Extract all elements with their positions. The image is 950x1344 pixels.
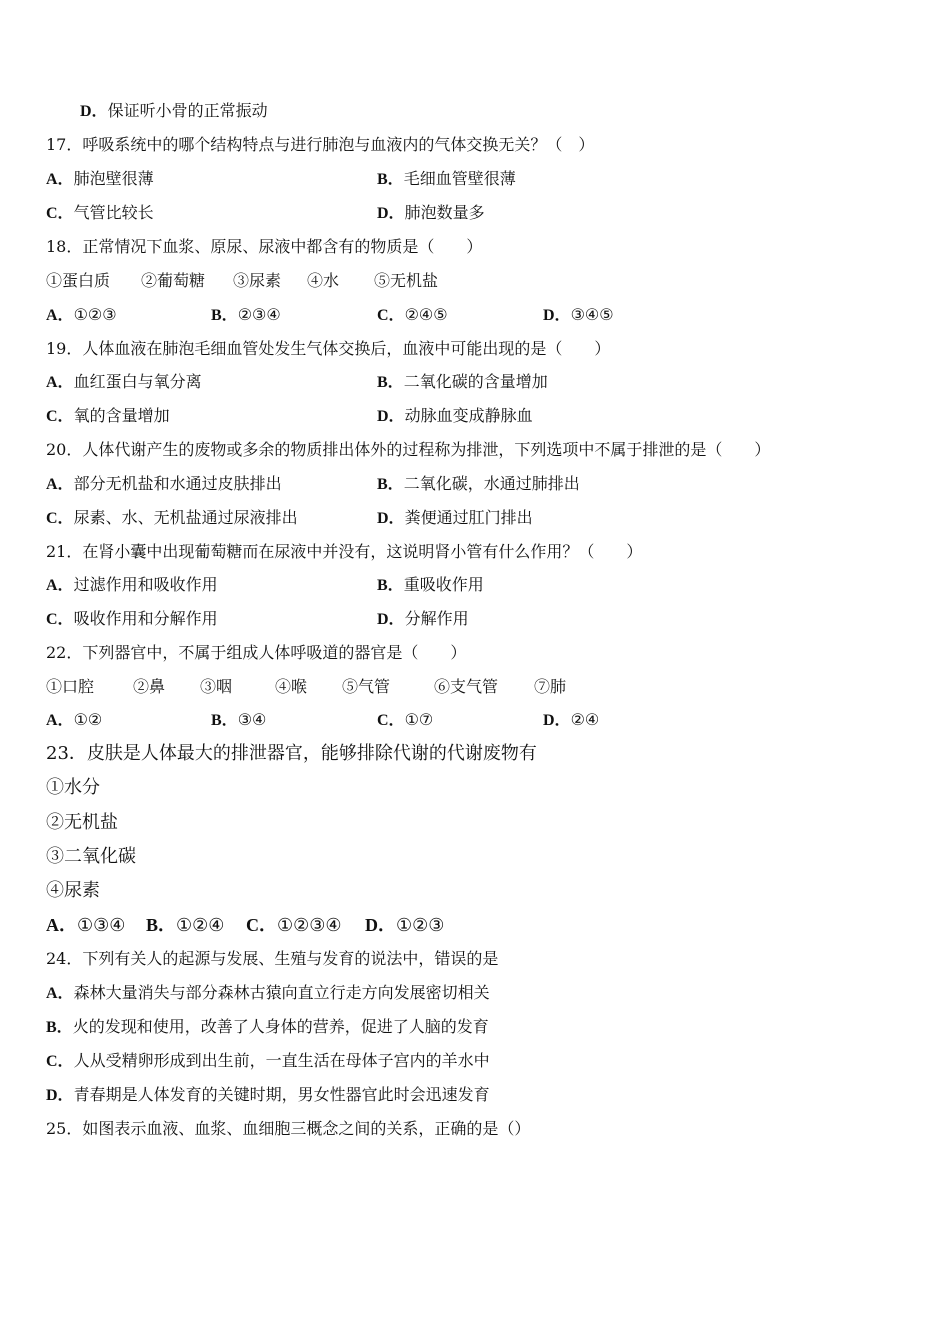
q23-option-b: B．①②④	[146, 915, 225, 936]
q24-option-c: C．人从受精卵形成到出生前，一直生活在母体子宫内的羊水中	[46, 1051, 490, 1070]
q20-option-c: C．尿素、水、无机盐通过尿液排出	[46, 508, 298, 527]
q24-option-b: B．火的发现和使用，改善了人身体的营养，促进了人脑的发育	[46, 1017, 489, 1036]
q19-option-c: C．氧的含量增加	[46, 406, 170, 425]
q22-item: ⑦肺	[534, 677, 567, 696]
q22-option-a: A．①②	[46, 710, 103, 729]
q20-option-b: B．二氧化碳，水通过肺排出	[377, 474, 580, 493]
q20-option-a: A．部分无机盐和水通过皮肤排出	[46, 474, 282, 493]
q18-option-c: C．②④⑤	[377, 305, 448, 324]
q22-option-c: C．①⑦	[377, 710, 434, 729]
q23-item: ③二氧化碳	[46, 846, 136, 867]
q17-option-b: B．毛细血管壁很薄	[377, 169, 516, 188]
q21-option-a: A．过滤作用和吸收作用	[46, 575, 218, 594]
q21-option-d: D．分解作用	[377, 609, 469, 628]
q22-item: ③咽	[200, 677, 233, 696]
q17-option-c: C．气管比较长	[46, 203, 154, 222]
q18-option-d: D．③④⑤	[543, 305, 614, 324]
q22-item: ②鼻	[133, 677, 166, 696]
q18-item: ③尿素	[233, 271, 282, 290]
q21-stem: 21．在肾小囊中出现葡萄糖而在尿液中并没有，这说明肾小管有什么作用？（ ）	[46, 542, 643, 561]
q24-option-d: D．青春期是人体发育的关键时期，男女性器官此时会迅速发育	[46, 1085, 490, 1104]
q18-stem: 18．正常情况下血浆、原尿、尿液中都含有的物质是（ ）	[46, 237, 483, 256]
q24-option-a: A．森林大量消失与部分森林古猿向直立行走方向发展密切相关	[46, 983, 490, 1002]
q23-item: ②无机盐	[46, 812, 118, 833]
q17-option-a: A．肺泡壁很薄	[46, 169, 154, 188]
q18-option-b: B．②③④	[211, 305, 281, 324]
q23-option-c: C．①②③④	[246, 915, 342, 936]
q23-stem: 23．皮肤是人体最大的排泄器官，能够排除代谢的代谢废物有	[46, 743, 537, 764]
q18-item: ①蛋白质	[46, 271, 111, 290]
q22-item: ⑤气管	[342, 677, 391, 696]
q20-option-d: D．粪便通过肛门排出	[377, 508, 533, 527]
q22-stem: 22．下列器官中，不属于组成人体呼吸道的器官是（ ）	[46, 643, 467, 662]
q25-stem: 25．如图表示血液、血浆、血细胞三概念之间的关系，正确的是（）	[46, 1119, 531, 1138]
q19-option-a: A．血红蛋白与氧分离	[46, 372, 202, 391]
q18-item: ⑤无机盐	[374, 271, 439, 290]
q22-item: ①口腔	[46, 677, 95, 696]
q17-option-d: D．肺泡数量多	[377, 203, 485, 222]
q19-stem: 19．人体血液在肺泡毛细血管处发生气体交换后，血液中可能出现的是（ ）	[46, 339, 611, 358]
q17-stem: 17．呼吸系统中的哪个结构特点与进行肺泡与血液内的气体交换无关？（ ）	[46, 135, 595, 154]
q23-item: ④尿素	[46, 880, 100, 901]
q18-item: ④水	[307, 271, 340, 290]
q20-stem: 20．人体代谢产生的废物或多余的物质排出体外的过程称为排泄，下列选项中不属于排泄的是（ ）	[46, 440, 771, 459]
q22-option-b: B．③④	[211, 710, 267, 729]
q23-option-a: A．①③④	[46, 915, 126, 936]
q24-stem: 24．下列有关人的起源与发展、生殖与发育的说法中，错误的是	[46, 949, 499, 968]
q18-option-a: A．①②③	[46, 305, 117, 324]
q18-item: ②葡萄糖	[141, 271, 206, 290]
q22-option-d: D．②④	[543, 710, 600, 729]
q19-option-b: B．二氧化碳的含量增加	[377, 372, 548, 391]
q22-item: ⑥支气管	[434, 677, 499, 696]
q16-option-d: D．保证听小骨的正常振动	[80, 101, 268, 120]
q23-item: ①水分	[46, 777, 100, 798]
q21-option-c: C．吸收作用和分解作用	[46, 609, 218, 628]
q22-item: ④喉	[275, 677, 308, 696]
q23-option-d: D．①②③	[365, 915, 445, 936]
q19-option-d: D．动脉血变成静脉血	[377, 406, 533, 425]
q21-option-b: B．重吸收作用	[377, 575, 484, 594]
